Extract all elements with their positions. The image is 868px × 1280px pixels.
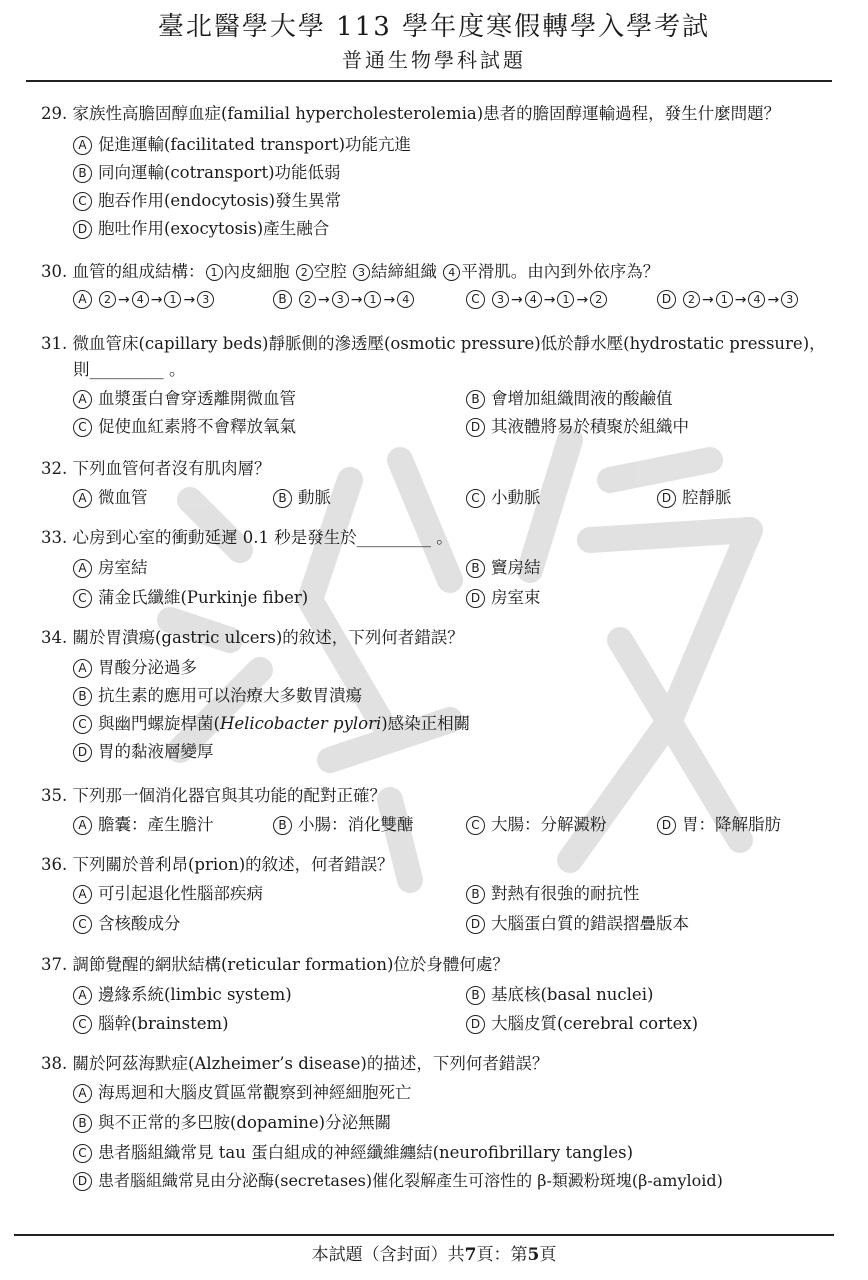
- question-31-line2: 則_________ 。: [73, 360, 186, 379]
- option-text: 大腦皮質(cerebral cortex): [491, 1014, 699, 1033]
- option-d: [466, 413, 689, 437]
- question-stem: 心房到心室的衝動延遲 0.1 秒是發生於_________ 。: [72, 528, 453, 547]
- option-text: 動脈: [298, 488, 331, 507]
- option-label: D: [657, 489, 676, 508]
- option-text: 大腸：分解澱粉: [491, 815, 607, 834]
- option-label: B: [73, 687, 92, 706]
- option-label: B: [73, 164, 92, 183]
- option-text: 胃：降解脂肪: [682, 815, 781, 834]
- option-text: 其液體將易於積聚於組織中: [491, 417, 689, 436]
- option-text: 患者腦組織常見由分泌酶(secretases)催化裂解產生可溶性的 β-類澱粉斑塊(β-amyloid): [98, 1171, 723, 1190]
- option-b: [73, 1109, 391, 1133]
- question-number: 37.: [41, 955, 68, 974]
- option-label: D: [657, 816, 676, 835]
- option-label: A: [73, 559, 92, 578]
- option-label: A: [73, 816, 92, 835]
- option-label: A: [73, 489, 92, 508]
- option-label: C: [466, 290, 485, 309]
- circled-number: 1: [557, 291, 574, 308]
- question-number: 32.: [41, 459, 68, 478]
- question-35: [41, 782, 386, 806]
- option-a: [73, 385, 296, 409]
- option-a: [73, 1079, 412, 1103]
- option-label: B: [273, 489, 292, 508]
- arrow-icon: →: [383, 292, 396, 308]
- option-b: [73, 682, 362, 706]
- question-stem: 家族性高膽固醇血症(familial hypercholesterolemia)患者的膽固醇運輸過程，發生什麼問題？: [72, 104, 781, 123]
- option-text: 患者腦組織常見 tau 蛋白組成的神經纖維纏結(neurofibrillary tangles): [98, 1143, 634, 1162]
- question-stem-pre: 血管的組成結構：: [72, 262, 205, 281]
- option-text: 房室結: [98, 558, 148, 577]
- option-label: B: [466, 390, 485, 409]
- question-number: 36.: [41, 855, 68, 874]
- option-text: 膽囊：產生膽汁: [98, 815, 214, 834]
- question-number: 34.: [41, 628, 68, 647]
- option-text-italic: Helicobacter pylori: [219, 714, 382, 733]
- option-a: [73, 811, 214, 835]
- option-label: C: [73, 192, 92, 211]
- option-c: [73, 187, 341, 211]
- option-d: [73, 215, 329, 239]
- option-text: 大腦蛋白質的錯誤摺疊版本: [491, 914, 689, 933]
- option-text: 腔靜脈: [682, 488, 732, 507]
- option-b: [466, 554, 541, 578]
- circled-number: 2: [299, 291, 316, 308]
- circled-number: 3: [353, 264, 370, 281]
- footer-mid: 頁：第: [476, 1245, 528, 1265]
- option-text: 胃的黏液層變厚: [98, 742, 214, 761]
- option-text: 胞吞作用(endocytosis)發生異常: [98, 191, 342, 210]
- option-label: B: [273, 816, 292, 835]
- option-label: D: [466, 1015, 485, 1034]
- option-text: 小動脈: [491, 488, 541, 507]
- option-d: [466, 910, 689, 934]
- option-text: 蒲金氏纖維(Purkinje fiber): [98, 588, 309, 607]
- option-label: D: [73, 743, 92, 762]
- circled-number: 2: [296, 264, 313, 281]
- footer-total: 7: [464, 1245, 477, 1265]
- circled-number: 1: [164, 291, 181, 308]
- option-text: 海馬迴和大腦皮質區常觀察到神經細胞死亡: [98, 1083, 412, 1102]
- page-footer: [0, 1240, 868, 1265]
- option-label: C: [73, 418, 92, 437]
- option-label: A: [73, 136, 92, 155]
- question-34: [41, 624, 464, 648]
- option-a: [73, 131, 411, 155]
- option-label: B: [466, 885, 485, 904]
- option-label: D: [466, 589, 485, 608]
- sequence: [98, 289, 215, 308]
- circled-number: 4: [748, 291, 765, 308]
- stem-item: 內皮細胞: [223, 262, 290, 281]
- option-b: [273, 484, 331, 508]
- option-label: C: [73, 589, 92, 608]
- circled-number: 2: [99, 291, 116, 308]
- option-text: 微血管: [98, 488, 148, 507]
- option-c: [466, 484, 541, 508]
- circled-number: 1: [206, 264, 223, 281]
- option-a: [73, 880, 263, 904]
- question-number: 33.: [41, 528, 68, 547]
- option-label: C: [466, 816, 485, 835]
- option-label: B: [273, 290, 292, 309]
- stem-item: 結締組織: [371, 262, 437, 281]
- option-d: [657, 289, 799, 309]
- option-c: [73, 1139, 633, 1163]
- arrow-icon: →: [767, 292, 780, 308]
- question-number: 31.: [41, 334, 68, 353]
- sequence: [682, 289, 799, 308]
- option-b: [273, 811, 414, 835]
- option-a: [73, 484, 148, 508]
- circled-number: 3: [492, 291, 509, 308]
- option-text-post: )感染正相關: [381, 714, 471, 733]
- option-label: C: [73, 1015, 92, 1034]
- question-stem-post: 。由內到外依序為？: [510, 262, 660, 281]
- question-number: 29.: [41, 104, 68, 123]
- option-c: [73, 1010, 229, 1034]
- option-text: 可引起退化性腦部疾病: [98, 884, 263, 903]
- question-stem: 微血管床(capillary beds)靜脈側的滲透壓(osmotic pressure)低於靜水壓(hydrostatic pressure)，: [72, 334, 826, 353]
- question-36: [41, 851, 394, 875]
- option-text: 胃酸分泌過多: [98, 658, 197, 677]
- question-stem: 下列那一個消化器官與其功能的配對正確？: [72, 786, 386, 805]
- footer-divider: [14, 1234, 834, 1236]
- circled-number: 1: [716, 291, 733, 308]
- option-label: A: [73, 659, 92, 678]
- circled-number: 3: [332, 291, 349, 308]
- option-label: B: [466, 986, 485, 1005]
- question-stem: 調節覺醒的網狀結構(reticular formation)位於身體何處？: [72, 955, 509, 974]
- arrow-icon: →: [576, 292, 589, 308]
- option-text: 抗生素的應用可以治療大多數胃潰瘍: [98, 686, 362, 705]
- arrow-icon: →: [543, 292, 556, 308]
- option-b: [466, 880, 640, 904]
- question-number: 30.: [41, 262, 68, 281]
- option-text: 胞吐作用(exocytosis)產生融合: [98, 219, 330, 238]
- circled-number: 4: [132, 291, 149, 308]
- option-c: [73, 910, 181, 934]
- option-text: 促使血紅素將不會釋放氧氣: [98, 417, 296, 436]
- question-38: [41, 1050, 548, 1074]
- exam-title: 臺北醫學大學 113 學年度寒假轉學入學考試: [157, 12, 711, 42]
- option-c: [466, 811, 607, 835]
- option-b: [273, 289, 415, 309]
- question-32: [41, 455, 271, 479]
- option-text: 同向運輸(cotransport)功能低弱: [98, 163, 341, 182]
- option-label: C: [73, 1144, 92, 1163]
- header-divider: [26, 80, 832, 82]
- option-c: [73, 584, 308, 608]
- option-d: [73, 738, 214, 762]
- circled-number: 3: [197, 291, 214, 308]
- option-b: [466, 981, 653, 1005]
- circled-number: 2: [683, 291, 700, 308]
- stem-item: 平滑肌: [461, 262, 511, 281]
- question-number: 38.: [41, 1054, 68, 1073]
- arrow-icon: →: [702, 292, 714, 308]
- option-d: [466, 1010, 698, 1034]
- footer-page: 5: [527, 1245, 540, 1265]
- option-text: 基底核(basal nuclei): [491, 985, 654, 1004]
- option-label: D: [73, 1172, 92, 1191]
- option-label: A: [73, 885, 92, 904]
- question-37: [41, 951, 509, 975]
- option-text-pre: 與幽門螺旋桿菌(: [98, 714, 220, 733]
- option-text: 血漿蛋白會穿透離開微血管: [98, 389, 296, 408]
- question-stem: 關於阿茲海默症(Alzheimer’s disease)的描述，下列何者錯誤？: [72, 1054, 549, 1073]
- option-text: 促進運輸(facilitated transport)功能亢進: [98, 135, 412, 154]
- question-29: [41, 100, 780, 124]
- circled-number: 1: [364, 291, 381, 308]
- option-label: A: [73, 1084, 92, 1103]
- circled-number: 3: [781, 291, 798, 308]
- option-c: [73, 710, 470, 734]
- option-label: C: [466, 489, 485, 508]
- circled-number: 4: [397, 291, 414, 308]
- option-a: [73, 654, 197, 678]
- arrow-icon: →: [734, 292, 747, 308]
- option-label: B: [466, 559, 485, 578]
- option-b: [73, 159, 341, 183]
- arrow-icon: →: [150, 292, 163, 308]
- option-label: B: [73, 1114, 92, 1133]
- arrow-icon: →: [350, 292, 363, 308]
- option-d: [466, 584, 541, 608]
- option-d: [657, 484, 732, 508]
- option-label: C: [73, 915, 92, 934]
- option-label: D: [73, 220, 92, 239]
- option-text: 對熱有很強的耐抗性: [491, 884, 640, 903]
- footer-post: 頁: [539, 1245, 557, 1265]
- option-text: 會增加組織間液的酸鹼值: [491, 389, 673, 408]
- question-stem: 下列關於普利昂(prion)的敘述，何者錯誤？: [72, 855, 394, 874]
- option-a: [73, 289, 215, 309]
- option-c: [466, 289, 608, 309]
- option-text: 含核酸成分: [98, 914, 181, 933]
- circled-number: 4: [443, 264, 460, 281]
- arrow-icon: →: [183, 292, 196, 308]
- option-a: [73, 981, 292, 1005]
- option-label: D: [657, 290, 676, 309]
- option-label: A: [73, 390, 92, 409]
- option-label: D: [466, 418, 485, 437]
- option-text: 腦幹(brainstem): [98, 1014, 229, 1033]
- arrow-icon: →: [318, 292, 330, 308]
- option-label: D: [466, 915, 485, 934]
- option-a: [73, 554, 148, 578]
- option-text: 與不正常的多巴胺(dopamine)分泌無關: [98, 1113, 392, 1132]
- option-text: 房室束: [491, 588, 541, 607]
- option-text: 竇房結: [491, 558, 541, 577]
- circled-number: 2: [590, 291, 607, 308]
- arrow-icon: →: [118, 292, 130, 308]
- option-label: A: [73, 986, 92, 1005]
- option-label: A: [73, 290, 92, 309]
- option-d: [73, 1168, 723, 1191]
- question-33: [41, 524, 453, 548]
- footer-pre: 本試題（含封面）共: [311, 1245, 465, 1265]
- option-b: [466, 385, 673, 409]
- question-31: [41, 330, 826, 354]
- circled-number: 4: [525, 291, 542, 308]
- question-number: 35.: [41, 786, 68, 805]
- option-label: C: [73, 715, 92, 734]
- option-d: [657, 811, 781, 835]
- sequence: [298, 289, 415, 308]
- question-stem: 下列血管何者沒有肌肉層？: [72, 459, 271, 478]
- arrow-icon: →: [511, 292, 523, 308]
- question-30: [41, 258, 659, 282]
- exam-subtitle: 普通生物學科試題: [342, 48, 526, 72]
- option-text: 邊緣系統(limbic system): [98, 985, 292, 1004]
- stem-item: 空腔: [313, 262, 347, 281]
- sequence: [491, 289, 608, 308]
- question-stem: 關於胃潰瘍(gastric ulcers)的敘述，下列何者錯誤？: [72, 628, 464, 647]
- option-text: 小腸：消化雙醣: [298, 815, 414, 834]
- option-c: [73, 413, 296, 437]
